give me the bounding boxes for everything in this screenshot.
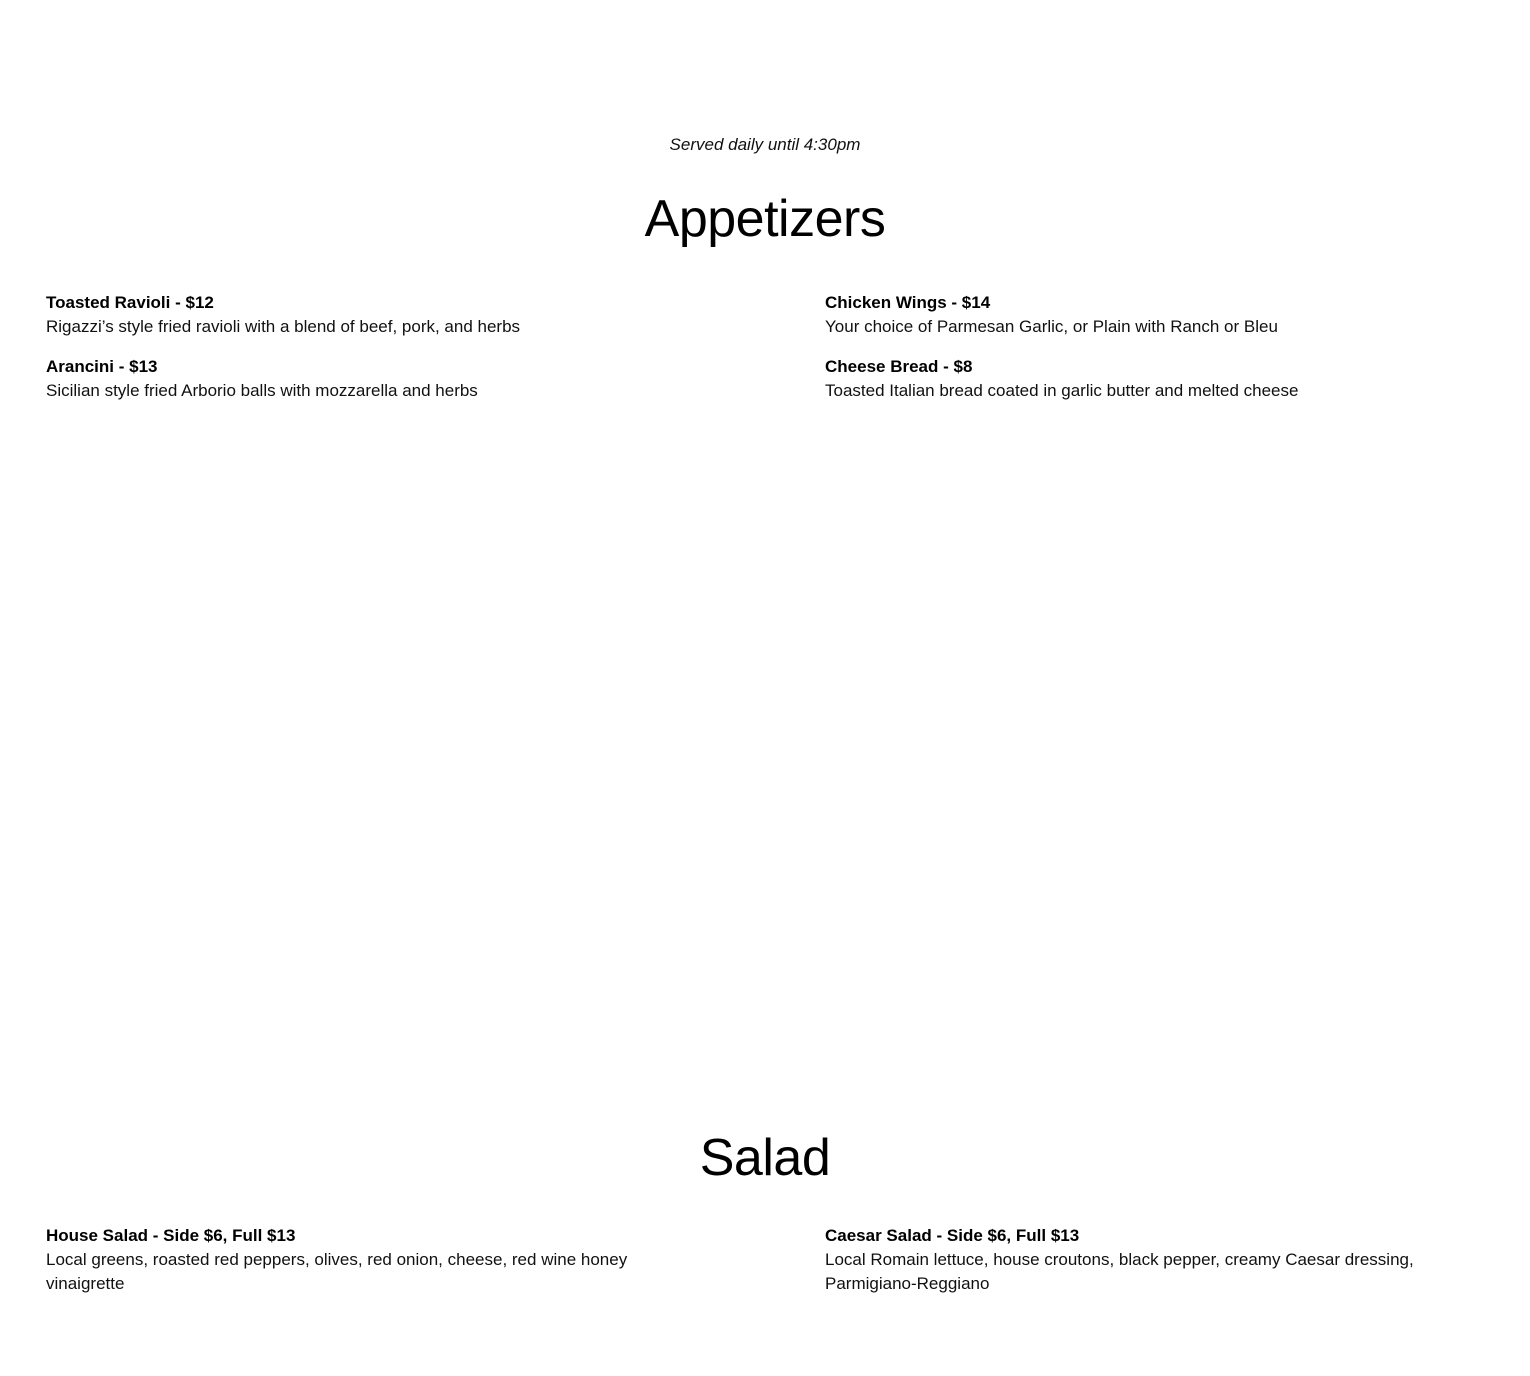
- menu-item-name: House Salad - Side $6, Full $13: [46, 1226, 296, 1245]
- menu-item-name: Toasted Ravioli - $12: [46, 293, 214, 312]
- menu-item-chicken-wings: [825, 291, 1486, 339]
- menu-item-name: Chicken Wings - $14: [825, 293, 991, 312]
- menu-item-description: Local greens, roasted red peppers, olives, red onion, cheese, red wine honey vinaigrette: [46, 1250, 628, 1293]
- menu-item-description: Your choice of Parmesan Garlic, or Plain with Ranch or Bleu: [825, 317, 1278, 336]
- menu-item-description: Rigazzi’s style fried ravioli with a blend of beef, pork, and herbs: [46, 317, 521, 336]
- menu-item-description: Sicilian style fried Arborio balls with mozzarella and herbs: [46, 381, 478, 400]
- menu-item-house-salad: [46, 1224, 825, 1296]
- appetizers-heading: Appetizers: [644, 190, 886, 248]
- menu-item-description: Toasted Italian bread coated in garlic butter and melted cheese: [825, 381, 1299, 400]
- menu-item-name: Caesar Salad - Side $6, Full $13: [825, 1226, 1080, 1245]
- menu-item-description: Local Romain lettuce, house croutons, black pepper, creamy Caesar dressing, Parmigiano-Reggiano: [825, 1250, 1414, 1293]
- menu-item-name: Arancini - $13: [46, 357, 158, 376]
- menu-item-cheese-bread: [825, 355, 1486, 403]
- salad-list: [46, 1224, 1486, 1296]
- served-daily-tagline: Served daily until 4:30pm: [669, 135, 861, 154]
- menu-item-caesar-salad: [825, 1224, 1486, 1296]
- menu-item-name: Cheese Bread - $8: [825, 357, 973, 376]
- appetizers-list: [46, 291, 1486, 403]
- menu-item-arancini: [46, 355, 825, 403]
- menu-item-toasted-ravioli: [46, 291, 825, 339]
- salad-heading: Salad: [699, 1129, 831, 1187]
